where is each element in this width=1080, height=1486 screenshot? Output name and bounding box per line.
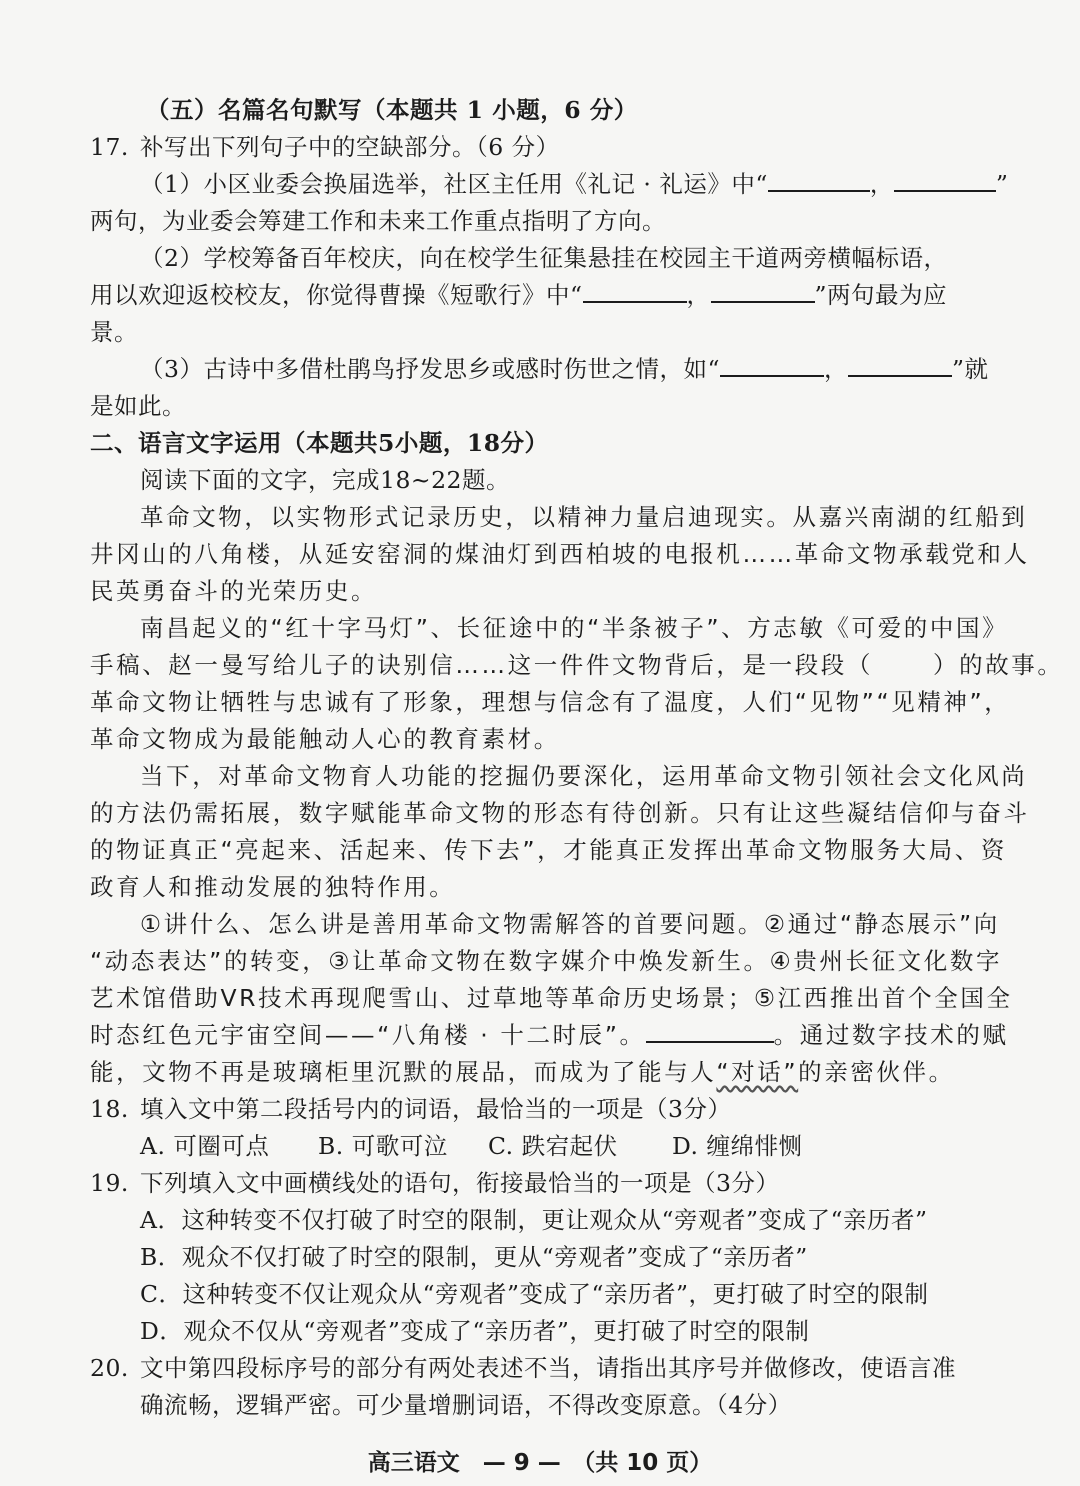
- question-number: 19.: [90, 1169, 129, 1197]
- passage-line: ①讲什么、怎么讲是善用革命文物需解答的首要问题。②通过“静态展示”向: [140, 910, 1000, 938]
- question-text: 文中第四段标序号的部分有两处表述不当，请指出其序号并做修改，使语言准: [140, 1354, 956, 1382]
- question-20-stem-cont: 确流畅，逻辑严密。可少量增删词语，不得改变原意。（4分）: [140, 1391, 792, 1419]
- text-run: 能，文物不再是玻璃柜里沉默的展品，而成为了能与人: [90, 1058, 717, 1086]
- passage-line: 的物证真正“亮起来、活起来、传下去”，才能真正发挥出革命文物服务大局、资: [90, 836, 1007, 864]
- question-18-stem: [90, 1091, 998, 1128]
- text-run: ”: [995, 170, 1009, 198]
- reading-instruction: 阅读下面的文字，完成18~22题。: [140, 466, 510, 494]
- text-run: 的亲密伙伴。: [798, 1058, 955, 1086]
- option-b[interactable]: B．观众不仅打破了时空的限制，更从“旁观者”变成了“亲历者”: [140, 1243, 808, 1271]
- question-20-stem: [90, 1350, 998, 1387]
- text-run: 时态红色元宇宙空间——“八角楼 · 十二时辰”。: [90, 1021, 646, 1049]
- passage-line: 民英勇奋斗的光荣历史。: [90, 577, 378, 605]
- wavy-underlined-text: “对话”: [716, 1058, 799, 1086]
- question-number: 18.: [90, 1095, 129, 1123]
- passage-line: 当下，对革命文物育人功能的挖掘仍要深化，运用革命文物引领社会文化风尚: [140, 762, 1028, 790]
- question-text: 填入文中第二段括号内的词语，最恰当的一项是（3分）: [140, 1095, 732, 1123]
- passage-line: 政育人和推动发展的独特作用。: [90, 873, 456, 901]
- option-c[interactable]: C．这种转变不仅让观众从“旁观者”变成了“亲历者”，更打破了时空的限制: [140, 1280, 929, 1308]
- passage-line: 艺术馆借助VR技术再现爬雪山、过草地等革命历史场景；⑤江西推出首个全国全: [90, 984, 1013, 1012]
- text-run: 。通过数字技术的赋: [773, 1021, 1009, 1049]
- passage-line: [90, 647, 1064, 684]
- text-run: 用以欢迎返校校友，你觉得曹操《短歌行》中“: [90, 281, 583, 309]
- fill-blank[interactable]: [848, 353, 952, 377]
- text-run: （3）古诗中多借杜鹃鸟抒发思乡或感时伤世之情，如“: [140, 355, 720, 383]
- text-run: （1）小区业委会换届选举，社区主任用《礼记 · 礼运》中“: [140, 170, 768, 198]
- option-a[interactable]: A．这种转变不仅打破了时空的限制，更让观众从“旁观者”变成了“亲历者”: [140, 1206, 928, 1234]
- text-run: ”两句最为应: [814, 281, 948, 309]
- passage-line: 南昌起义的“红十字马灯”、长征途中的“半条被子”、方志敏《可爱的中国》: [140, 614, 1009, 642]
- fill-blank[interactable]: [646, 1019, 774, 1043]
- question-17-stem: [90, 129, 998, 166]
- passage-line: 革命文物让牺牲与忠诚有了形象，理想与信念有了温度，人们“见物”“见精神”，: [90, 688, 1011, 716]
- text-run: ）的故事。: [933, 651, 1064, 679]
- question-17-part-1: [90, 166, 1009, 203]
- passage-line: [90, 1017, 1009, 1054]
- section-heading: （五）名篇名句默写（本题共 1 小题，6 分）: [146, 96, 638, 124]
- option-c[interactable]: C. 跌宕起伏: [488, 1132, 618, 1160]
- question-17-part-3: [90, 351, 998, 388]
- question-17-part-2-end: 景。: [90, 318, 138, 346]
- page-footer: 高三语文 — 9 — （共 10 页）: [367, 1450, 713, 1476]
- option-b[interactable]: B. 可歌可泣: [318, 1132, 448, 1160]
- part-2-heading: 二、语言文字运用（本题共5小题，18分）: [90, 429, 549, 457]
- question-number: 20.: [90, 1354, 129, 1382]
- passage-line: 革命文物成为最能触动人心的教育素材。: [90, 725, 560, 753]
- question-17-part-2-cont: [90, 277, 998, 314]
- option-d[interactable]: D．观众不仅从“旁观者”变成了“亲历者”，更打破了时空的限制: [140, 1317, 810, 1345]
- passage-line: 的方法仍需拓展，数字赋能革命文物的形态有待创新。只有让这些凝结信仰与奋斗: [90, 799, 1030, 827]
- fill-blank[interactable]: [583, 279, 687, 303]
- fill-blank[interactable]: [711, 279, 815, 303]
- question-19-stem: [90, 1165, 998, 1202]
- question-18-options: [90, 1128, 998, 1165]
- question-text: 下列填入文中画横线处的语句，衔接最恰当的一项是（3分）: [140, 1169, 780, 1197]
- fill-blank[interactable]: [894, 168, 996, 192]
- option-d[interactable]: D. 缠绵悱恻: [672, 1132, 803, 1160]
- text-run: ，: [823, 355, 848, 383]
- option-a[interactable]: A. 可圈可点: [140, 1132, 270, 1160]
- passage-line: “动态表达”的转变，③让革命文物在数字媒介中焕发新生。④贵州长征文化数字: [90, 947, 1003, 975]
- text-run: ”就: [951, 355, 989, 383]
- question-17-part-3-cont: 是如此。: [90, 392, 186, 420]
- question-number: 17.: [90, 133, 129, 161]
- text-run: ，: [869, 170, 894, 198]
- question-17-part-2: （2）学校筹备百年校庆，向在校学生征集悬挂在校园主干道两旁横幅标语，: [140, 244, 948, 272]
- text-run: ，: [686, 281, 711, 309]
- question-17-part-1-cont: 两句，为业委会筹建工作和未来工作重点指明了方向。: [90, 207, 666, 235]
- fill-blank[interactable]: [768, 168, 870, 192]
- passage-line: [90, 1054, 998, 1091]
- passage-line: 井冈山的八角楼，从延安窑洞的煤油灯到西柏坡的电报机……革命文物承载党和人: [90, 540, 1030, 568]
- text-run: 手稿、赵一曼写给儿子的诀别信……这一件件文物背后，是一段段（: [90, 651, 873, 679]
- question-text: 补写出下列句子中的空缺部分。（6 分）: [140, 133, 560, 161]
- fill-blank[interactable]: [720, 353, 824, 377]
- passage-line: 革命文物，以实物形式记录历史，以精神力量启迪现实。从嘉兴南湖的红船到: [140, 503, 1028, 531]
